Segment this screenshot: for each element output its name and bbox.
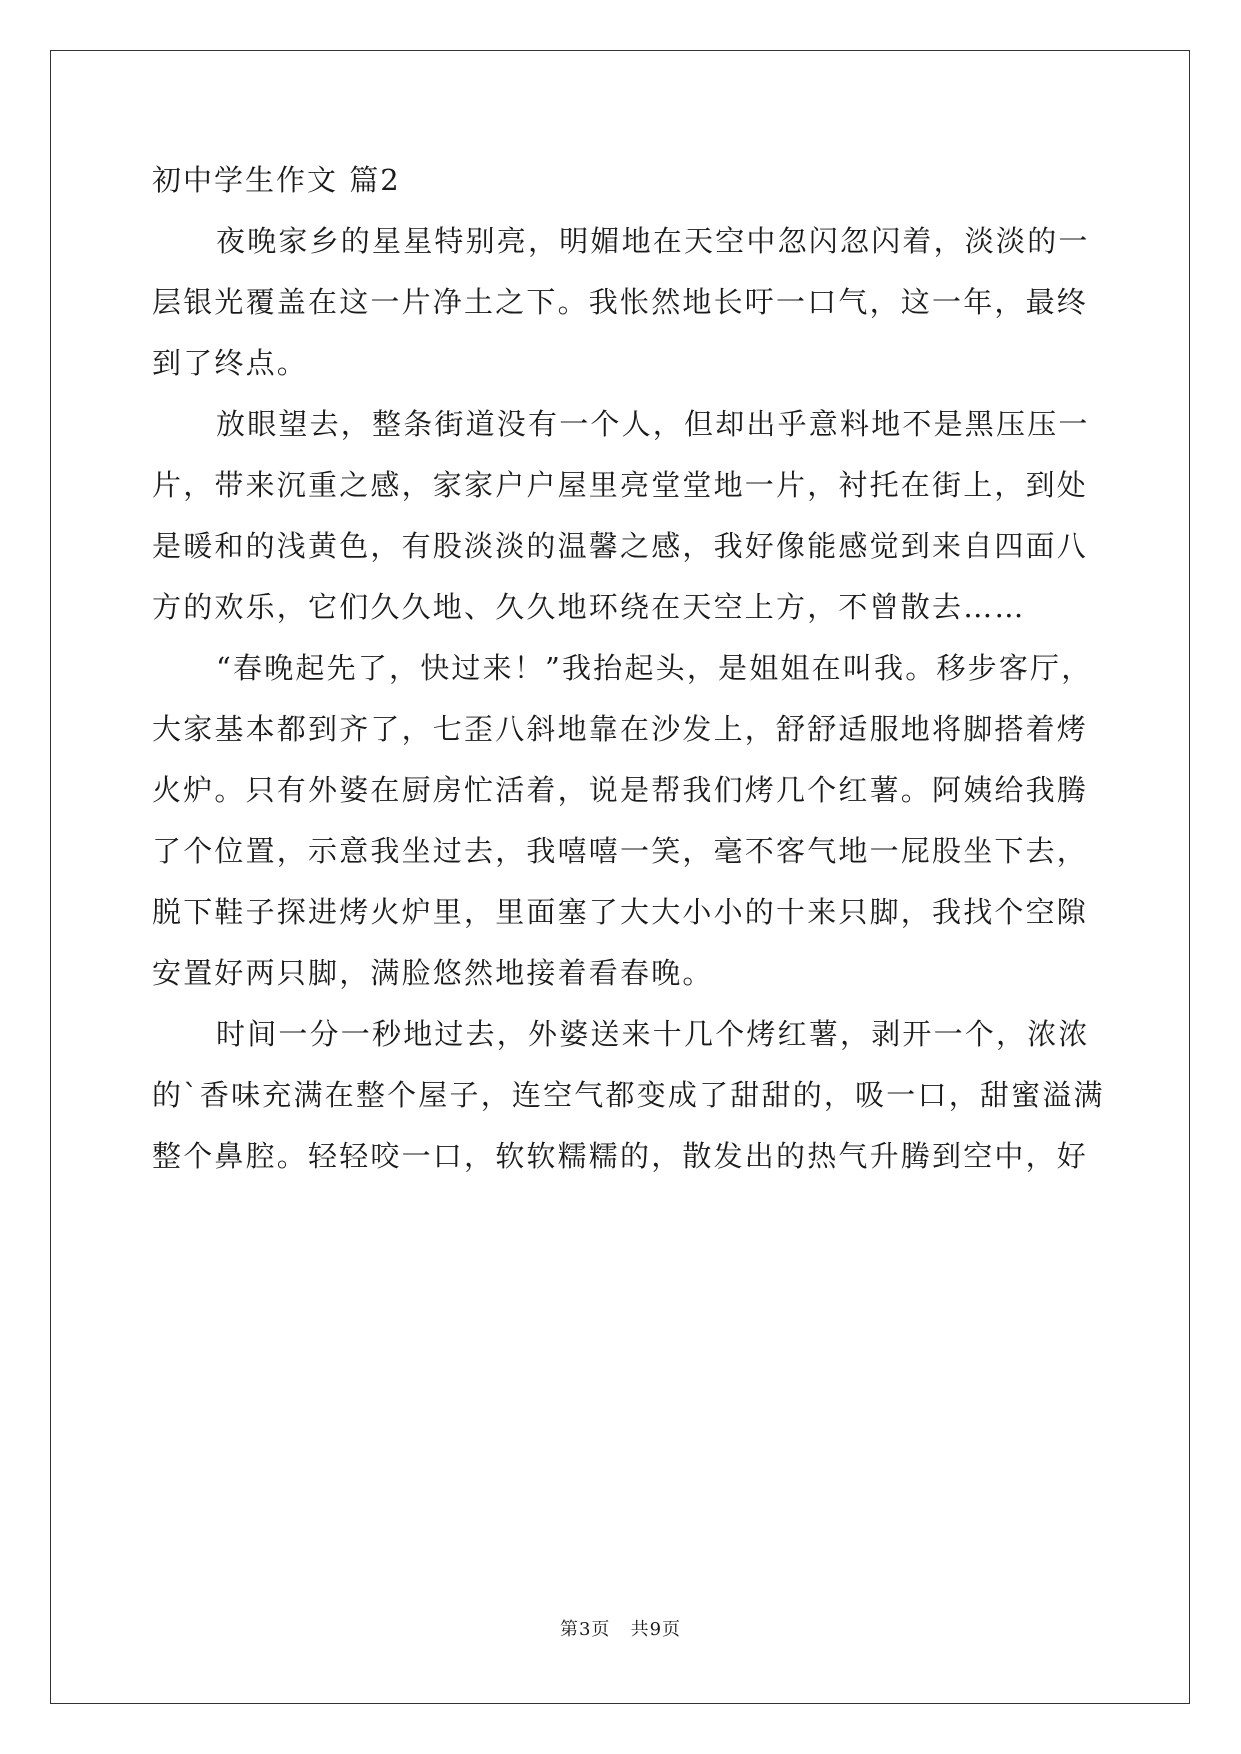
essay-text (152, 221, 1105, 1176)
document-body (152, 160, 1105, 1176)
page-total: 共9页 (630, 1619, 682, 1640)
text-line: 时间一分一秒地过去，外婆送来十几个烤红薯，剥开一个，浓浓 (216, 1017, 1090, 1051)
text-line: 夜晚家乡的星星特别亮，明媚地在天空中忽闪忽闪着，淡淡的一 (216, 224, 1090, 258)
text-line: 层银光覆盖在这一片净土之下。我怅然地长吁一口气，这一年，最终 (152, 285, 1089, 319)
text-line: 的`香味充满在整个屋子，连空气都变成了甜甜的，吸一口，甜蜜溢满 (152, 1078, 1105, 1112)
text-line: 是暖和的浅黄色，有股淡淡的温馨之感，我好像能感觉到来自四面八 (152, 529, 1089, 563)
text-line: 片，带来沉重之感，家家户户屋里亮堂堂地一片，衬托在街上，到处 (152, 468, 1089, 502)
text-line: 安置好两只脚，满脸悠然地接着看春晚。 (152, 956, 714, 990)
text-line: 整个鼻腔。轻轻咬一口，软软糯糯的，散发出的热气升腾到空中，好 (152, 1139, 1089, 1173)
text-line: 了个位置，示意我坐过去，我嘻嘻一笑，毫不客气地一屁股坐下去， (152, 834, 1089, 868)
text-line: 方的欢乐，它们久久地、久久地环绕在天空上方，不曾散去…… (152, 590, 1026, 624)
text-line: “春晚起先了，快过来！”我抬起头，是姐姐在叫我。移步客厅， (216, 651, 1093, 685)
page-number: 第3页 (559, 1619, 611, 1640)
section-title: 初中学生作文 篇2 (152, 163, 401, 197)
text-line: 放眼望去，整条街道没有一个人，但却出乎意料地不是黑压压一 (216, 407, 1090, 441)
text-line: 大家基本都到齐了，七歪八斜地靠在沙发上，舒舒适服地将脚搭着烤 (152, 712, 1089, 746)
text-line: 到了终点。 (152, 346, 309, 380)
page-footer (0, 1618, 1241, 1642)
text-line: 脱下鞋子探进烤火炉里，里面塞了大大小小的十来只脚，我找个空隙 (152, 895, 1089, 929)
text-line: 火炉。只有外婆在厨房忙活着，说是帮我们烤几个红薯。阿姨给我腾 (152, 773, 1089, 807)
